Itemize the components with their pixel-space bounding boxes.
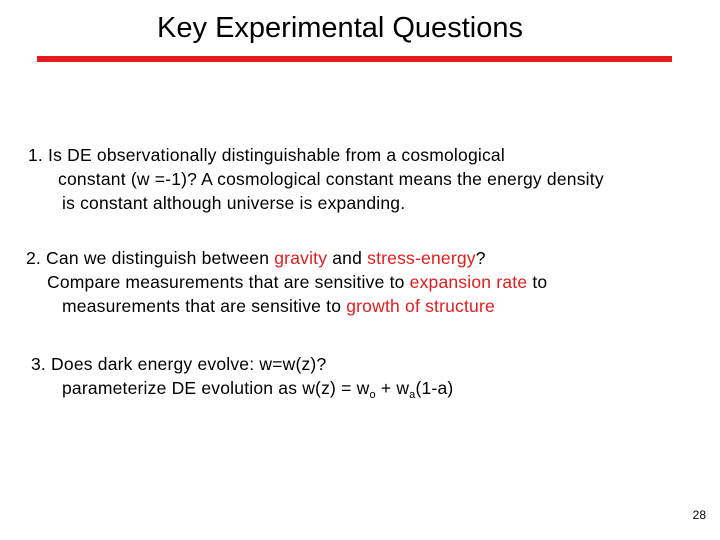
q3-text: + w <box>375 378 410 398</box>
q3-text: parameterize DE evolution as w(z) = w <box>62 378 370 398</box>
q2-line-1 <box>26 246 486 270</box>
highlight-expansion-rate: expansion rate <box>409 272 528 292</box>
page-number: 28 <box>692 508 706 522</box>
highlight-gravity: gravity <box>274 248 328 268</box>
title-underline <box>37 56 672 62</box>
q2-text: to <box>527 272 548 292</box>
q1-line-2: constant (w =-1)? A cosmological constant means the energy density <box>58 169 604 189</box>
q1-line-1: 1. Is DE observationally distinguishable from a cosmological <box>28 145 505 165</box>
q3-text: (1-a) <box>415 378 454 398</box>
q3-line-1: 3. Does dark energy evolve: w=w(z)? <box>31 354 327 374</box>
q2-text: Compare measurements that are sensitive to <box>47 272 410 292</box>
q2-line-2 <box>47 270 547 294</box>
highlight-stress-energy: stress-energy <box>367 248 476 268</box>
q2-line-3 <box>62 294 495 318</box>
highlight-growth-of-structure: growth of structure <box>346 296 495 316</box>
slide-title: Key Experimental Questions <box>157 12 523 44</box>
q2-text: and <box>327 248 368 268</box>
q2-text: 2. Can we distinguish between <box>26 248 275 268</box>
subscript-o: o <box>369 389 376 401</box>
subscript-a: a <box>409 389 416 401</box>
q2-text: ? <box>475 248 486 268</box>
q1-line-3: is constant although universe is expanding. <box>62 193 406 213</box>
q3-line-2 <box>62 376 453 400</box>
q2-text: measurements that are sensitive to <box>62 296 347 316</box>
